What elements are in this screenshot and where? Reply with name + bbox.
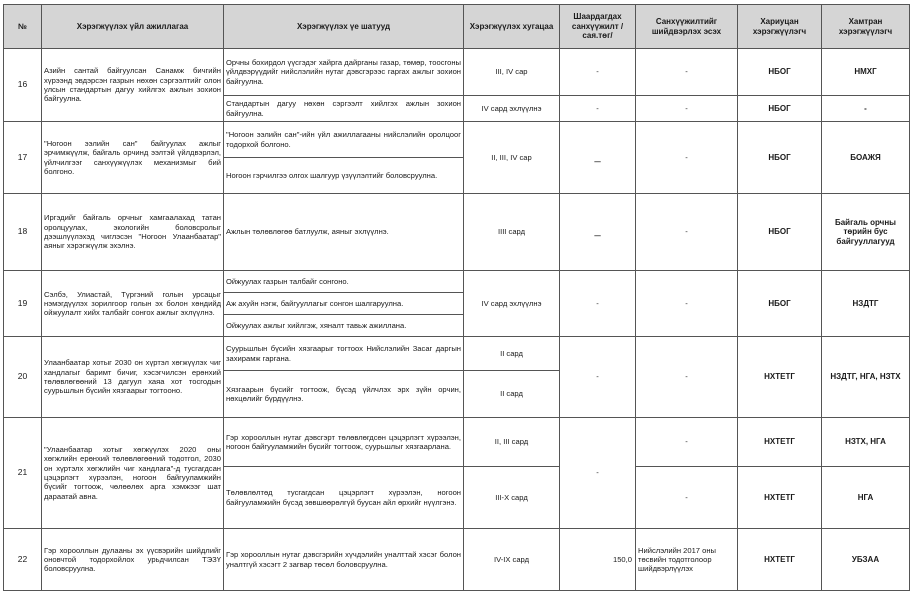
budget-cell: - [560, 96, 636, 122]
partner-cell: - [822, 96, 910, 122]
level-cell: Ойжуулах газрын талбайг сонгоно. [224, 271, 464, 293]
budget-cell: - [560, 337, 636, 418]
header-action: Хэрэгжүүлэх үйл ажиллагаа [42, 5, 224, 49]
header-level: Хэрэгжүүлэх үе шатууд [224, 5, 464, 49]
budget-cell: _ [560, 122, 636, 194]
action-cell: Улаанбаатар хотыг 2030 он хүртэл хөгжүүлэх чиг хандлагыг баримт бичиг, хэсэгчилсэн ерөнхий төлөвлөгөөний 13 дагуул хаяа хот тосгодын суурьшлын бүсийн хязгаарыг тогтооно. [42, 337, 224, 418]
responsible-cell: НХТЕТГ [738, 418, 822, 467]
row-number: 17 [4, 122, 42, 194]
level-cell: Ойжуулах ажлыг хийлгэж, хяналт тавьж ажиллана. [224, 315, 464, 337]
level-cell: Хязгаарын бүсийг тогтоож, бүсэд үйлчлэх эрх зүйн орчин, нөхцөлийг бүрдүүлнэ. [224, 371, 464, 418]
responsible-cell: НБОГ [738, 122, 822, 194]
level-cell: Орчны бохирдол үүсгэдэг хайрга дайрганы газар, төмөр, тоосгоны үйлдвэрүүдийг нийслэлийн нутаг дэвсгэрээс гаргах ажлыг зохион байгуулна. [224, 49, 464, 96]
action-cell: Иргэдийг байгаль орчныг хамгаалахад татан оролцуулах, экологийн боловсролыг дээшлүүлэхэд чиглэсэн "Ногоон Улаанбаатар" аяныг хэрэгжүүлж эхэлнэ. [42, 194, 224, 271]
table-row [4, 337, 910, 371]
period-cell: IV сард эхлүүлнэ [464, 96, 560, 122]
table-row [4, 194, 910, 271]
period-cell: III, IV сар [464, 49, 560, 96]
level-cell: Ажлын төлөвлөгөө батлуулж, аяныг эхлүүлнэ. [224, 194, 464, 271]
responsible-cell: НХТЕТГ [738, 337, 822, 418]
period-cell: IV-IX сард [464, 529, 560, 591]
responsible-cell: НБОГ [738, 271, 822, 337]
source-cell: - [636, 467, 738, 529]
period-cell: IIII сард [464, 194, 560, 271]
level-cell: Төлөвлөлтөд тусгагдсан цэцэрлэгт хүрээлэн, ногоон байгууламжийн бүсэд зөвшөөрөлгүй буусан айл өрхийг нүүлгэнэ. [224, 467, 464, 529]
partner-cell: БОАЖЯ [822, 122, 910, 194]
source-cell: - [636, 337, 738, 418]
action-plan-table [3, 4, 910, 591]
period-cell: II сард [464, 337, 560, 371]
budget-cell: - [560, 418, 636, 529]
level-cell: Ногоон гэрчилгээ олгох шалгуур үзүүлэлтийг боловсруулна. [224, 158, 464, 194]
period-cell: II, III сард [464, 418, 560, 467]
level-cell: Стандартын дагуу нөхөн сэргээлт хийлгэх ажлын зохион байгуулна. [224, 96, 464, 122]
action-cell: Азийн сантай байгуулсан Санамж бичгийн хүрээнд эвдэрсэн газрын нөхөн сэргээлтийг олон улсын стандартын дагуу хийлгэх ажлын зохион байгуулна. [42, 49, 224, 122]
source-cell: - [636, 49, 738, 96]
partner-cell: НГА [822, 467, 910, 529]
action-cell: Сэлбэ, Улиастай, Түргэний голын урсацыг нэмэгдүүлэх зорилгоор голын эх болон хөндийд ойжуулалт хийх талбайг сонгох ажлыг эхлүүлнэ. [42, 271, 224, 337]
table-row [4, 122, 910, 158]
row-number: 16 [4, 49, 42, 122]
source-cell: - [636, 418, 738, 467]
source-cell: - [636, 194, 738, 271]
level-cell: Суурьшлын бүсийн хязгаарыг тогтоох Нийслэлийн Засаг даргын захирамж гаргана. [224, 337, 464, 371]
header-partner: Хамтран хэрэгжүүлэгч [822, 5, 910, 49]
source-cell: - [636, 96, 738, 122]
header-period: Хэрэгжүүлэх хугацаа [464, 5, 560, 49]
header-no: № [4, 5, 42, 49]
period-cell: III-X сард [464, 467, 560, 529]
header-source: Санхүүжилтийг шийдвэрлэх эсэх [636, 5, 738, 49]
period-cell: IV сард эхлүүлнэ [464, 271, 560, 337]
budget-cell: - [560, 271, 636, 337]
partner-cell: Байгаль орчны төрийн бус байгууллагууд [822, 194, 910, 271]
level-cell: Гэр хорооллын нутаг дэвсгэрийн хүчдэлийн уналттай хэсэг болон уналтгүй хэсэгт 2 загвар төсөл боловсруулна. [224, 529, 464, 591]
partner-cell: НМХГ [822, 49, 910, 96]
responsible-cell: НБОГ [738, 49, 822, 96]
level-cell: Аж ахуйн нэгж, байгууллагыг сонгон шалгаруулна. [224, 293, 464, 315]
action-cell: Гэр хорооллын дулааны эх үүсвэрийн шийдлийг оновчтой тодорхойлох урьдчилсан ТЭЗҮ боловсруулна. [42, 529, 224, 591]
table-row [4, 418, 910, 467]
source-cell: Нийслэлийн 2017 оны төсвийн тодотголоор шийдвэрлүүлэх [636, 529, 738, 591]
level-cell: "Ногоон ээлийн сан"-ийн үйл ажиллагааны нийслэлийн оролцоог тодорхой болгоно. [224, 122, 464, 158]
responsible-cell: НБОГ [738, 194, 822, 271]
table-row [4, 529, 910, 591]
partner-cell: НЗДТГ [822, 271, 910, 337]
header-responsible: Хариуцан хэрэгжүүлэгч [738, 5, 822, 49]
source-cell: - [636, 271, 738, 337]
row-number: 20 [4, 337, 42, 418]
level-cell: Гэр хорооллын нутаг дэвсгэрт төлөвлөгдсөн цэцэрлэгт хүрээлэн, ногоон байгууламжийн бүсийг тогтоож, суурьшлыг хязгаарлана. [224, 418, 464, 467]
responsible-cell: НХТЕТГ [738, 529, 822, 591]
responsible-cell: НБОГ [738, 96, 822, 122]
partner-cell: НЗТХ, НГА [822, 418, 910, 467]
period-cell: II сард [464, 371, 560, 418]
row-number: 19 [4, 271, 42, 337]
table-header-row [4, 5, 910, 49]
action-cell: "Ногоон ээлийн сан" байгуулах ажлыг эрчимжүүлж, байгаль орчинд ээлтэй үйлдвэрлэл, үйлчилгээг санхүүжүүлэх механизмыг бий болгоно. [42, 122, 224, 194]
budget-cell: 150,0 [560, 529, 636, 591]
period-cell: II, III, IV сар [464, 122, 560, 194]
row-number: 18 [4, 194, 42, 271]
budget-cell: _ [560, 194, 636, 271]
row-number: 21 [4, 418, 42, 529]
partner-cell: НЗДТГ, НГА, НЗТХ [822, 337, 910, 418]
row-number: 22 [4, 529, 42, 591]
action-cell: "Улаанбаатар хотыг хөгжүүлэх 2020 оны хөгжлийн ерөнхий төлөвлөгөөний тодотгол, 2030 он хүртэлх хөгжлийн чиг хандлага"-д тусгагдсан цэцэрлэгт хүрээлэн, ногоон байгууламжийн бүсийг тогтоож, чөлөөлөх арга хэмжээг шат дараатай авна. [42, 418, 224, 529]
table-row [4, 49, 910, 96]
partner-cell: УБЗАА [822, 529, 910, 591]
table-row [4, 271, 910, 293]
source-cell: - [636, 122, 738, 194]
budget-cell: - [560, 49, 636, 96]
responsible-cell: НХТЕТГ [738, 467, 822, 529]
header-budget: Шаардагдах санхүүжилт /сая.төг/ [560, 5, 636, 49]
